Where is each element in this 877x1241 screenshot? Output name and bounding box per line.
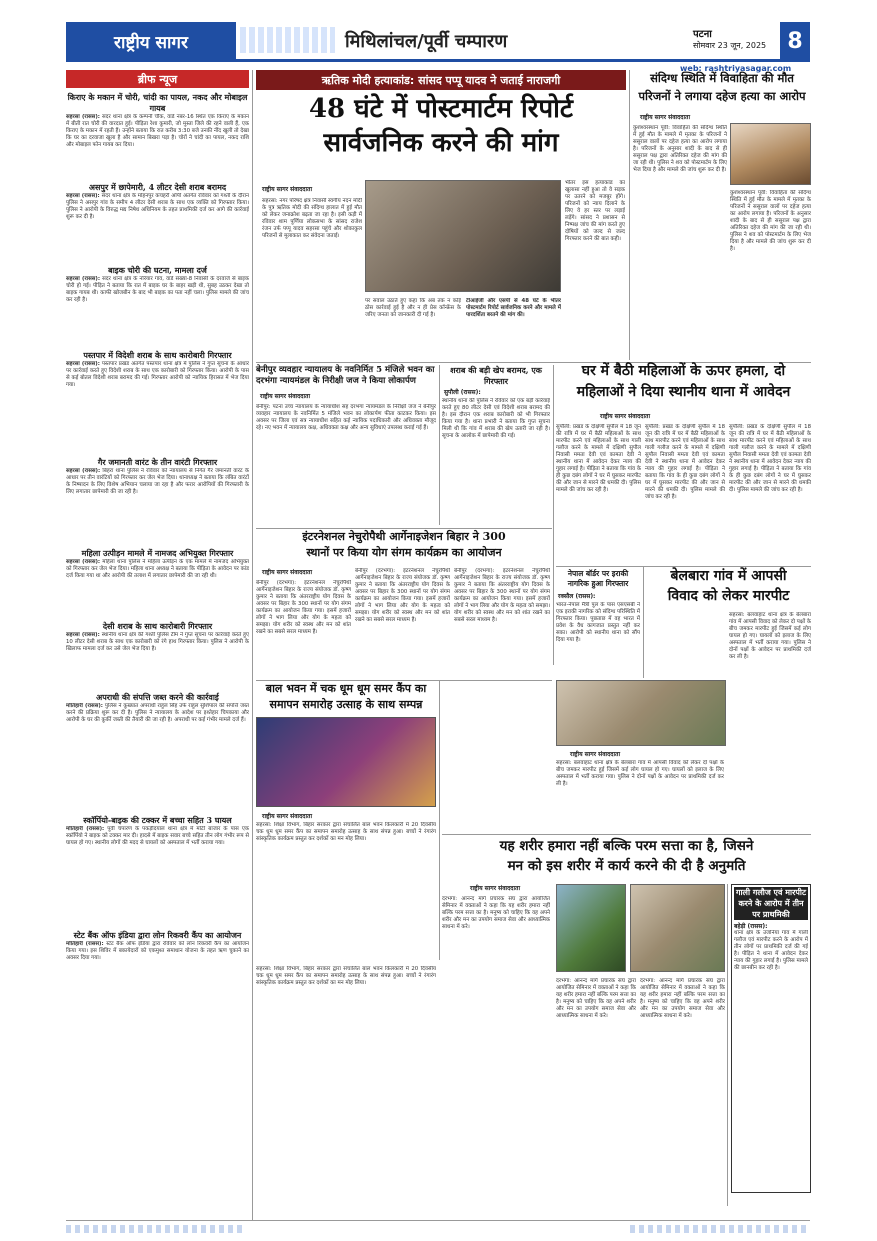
nepal-byline: रक्सौल (रासस):	[558, 593, 596, 600]
balwa-photo	[556, 680, 726, 746]
edition-date: सोमवार 23 जून, 2025	[693, 41, 767, 50]
abuse-headline: गाली गलौज एवं मारपीट करने के आरोप में तीन पर प्राथमिकी	[735, 888, 806, 919]
dowry-headline-line2: परिजनों ने लगाया दहेज हत्या का आरोप	[638, 89, 806, 103]
dowry-headline-line1: संदिग्ध स्थिति में विवाहिता की मौत	[650, 71, 794, 85]
brief-place: सहरसा (रासस):	[66, 559, 101, 565]
footer-decoration	[630, 1225, 810, 1233]
paper-name: राष्ट्रीय सागर	[66, 22, 236, 60]
women-text-continued: सुपौली: प्रखंड के दक्षिणी सुपौल में 18 जून की रात्रि में घर में बैठी महिलाओं के साथ मारपीट करने एवं महिलाओं के साथ गाली गलौज करने के मामले में दक्षिणी सुपौल निवासी ममता देवी एवं कामता देवी ने स्थानीय थाना में आवेदन देकर न्याय की गुहार लगाई है। पीड़िता ने बताया कि गांव के ही कुछ दबंग लोगों ने घर में घुसकर मारपीट की और जान से मारने की धमकी दी। पुलिस मामले की जांच कर रही है।	[729, 424, 811, 493]
spiritual-headline-line2: मन को इस शरीर में कार्य करने की दी है अनुमति	[507, 858, 746, 874]
brief-text: सदर थाना क्षेत्र के कम्पनी चौक, वार्ड नंबर-16 स्थित एक किराए के मकान में बीती रात चोरी की वारदात हुई। पीड़िता रेशा कुमारी, जो मुस्ता जिले की रहने वाली हैं, एक किराए के मकान में रहती हैं। उन्होंने बताया कि रात करीब 3:30 बजे उनकी नींद खुली तो देखा कि घर का दरवाजा खुला है और सामान बिखरा पड़ा है। चोरों ने चांदी का पायल, नकद राशि और मोबाइल फोन गायब कर दिया।	[66, 114, 249, 148]
brief-title: स्कॉर्पियो-बाइक की टक्कर में बच्चा सहित 3 घायल	[83, 815, 232, 825]
dowry-text: कुशेश्वरस्थान पूर्वी: विवाहिता की संदिग्ध स्थिति में हुई मौत के मामले में मृतका के परिजनों ने ससुराल वालों पर दहेज हत्या का आरोप लगाया है। परिजनों के अनुसार शादी के बाद से ही ससुराल पक्ष द्वारा अतिरिक्त दहेज की मांग की जा रही थी। पुलिस ने शव को पोस्टमार्टम के लिए भेज दिया है और मामले की जांच शुरू कर दी है।	[633, 125, 727, 173]
column-rule	[553, 365, 554, 665]
cultural-headline-line1: बाल भवन में चक धूम धूम समर कैंप का	[265, 682, 427, 695]
cultural-text: सहरसा: शिक्षा विभाग, बिहार सरकार द्वारा संचालित बाल भवन किलकारी में 20 दिवसीय चक धूम धूम समर कैंप का समापन समारोह उत्साह के साथ संपन्न हुआ। बच्चों ने रंगारंग सांस्कृतिक कार्यक्रम प्रस्तुत कर दर्शकों का मन मोह लिया।	[256, 822, 436, 842]
divider	[442, 834, 811, 835]
brief-place: सहरसा (रासस):	[66, 276, 100, 282]
court-text: बेनीपुर: पटना उच्च न्यायालय के न्यायाधीश सह दरभंगा न्यायमंडल के निरीक्षी जज ने बेनीपुर व्यवहार न्यायालय के नवनिर्मित 5 मंजिले भवन का लोकार्पण फीता काटकर किया। इस अवसर पर जिला एवं सत्र न्यायाधीश सहित कई न्यायिक पदाधिकारी और अधिवक्ता मौजूद रहे। नए भवन में न्यायालय कक्ष, अधिवक्ता कक्ष और अन्य सुविधाएं उपलब्ध कराई गई हैं।	[256, 404, 436, 431]
dowry-photo	[730, 123, 811, 185]
website: web: rashtriyasagar.com	[680, 64, 792, 73]
abuse-box	[731, 884, 811, 1193]
balwa-headline-line1: बेलबारा गांव में आपसी	[670, 568, 787, 584]
balwa-text-continued: सहरसा: बलवाहाट थाना क्षेत्र के बेलबारा गांव में आपसी विवाद को लेकर दो पक्षों के बीच जमकर मारपीट हुई जिसमें कई लोग घायल हो गए। घायलों को इलाज के लिए अस्पताल में भर्ती कराया गया। पुलिस ने दोनों पक्षों के आवेदन पर प्राथमिकी दर्ज कर ली है।	[729, 612, 811, 660]
lead-photo-caption: टीआईजी और एसपी से 48 घंटे के भीतर पोस्टमार्टम रिपोर्ट सार्वजनिक करने और मामले में पारदर्शिता बरतने की मांग की।	[466, 298, 561, 318]
yoga-headline-line2: स्थानों पर किया योग संगम कार्यक्रम का आयोजन	[306, 546, 502, 559]
lead-headline-line2: सार्वजनिक करने की मांग	[323, 128, 559, 158]
spiritual-text-continued: दरभंगा: आनन्द मार्ग प्रचारक संघ द्वारा आयोजित सेमिनार में वक्ताओं ने कहा कि यह शरीर हमारा नहीं बल्कि परम सत्ता का है। मनुष्य को चाहिए कि वह अपने शरीर और मन का उपयोग समाज सेवा और आध्यात्मिक साधना में करे।	[556, 978, 636, 1019]
brief-item	[66, 548, 249, 617]
edition-city: पटना	[693, 29, 712, 40]
yoga-headline-line1: इंटरनेशनल नेचुरोपैथी आर्गेनाइजेशन बिहार ने 300	[302, 530, 506, 543]
nepal-headline: नेपाल बॉर्डर पर इराकी नागरिक हुआ गिरफ्तार	[567, 569, 629, 588]
cultural-photo	[256, 717, 436, 807]
brief-place: मोतिहारी (रासस):	[66, 826, 105, 832]
cultural-text-continued: सहरसा: शिक्षा विभाग, बिहार सरकार द्वारा संचालित बाल भवन किलकारी में 20 दिवसीय चक धूम धूम समर कैंप का समापन समारोह उत्साह के साथ संपन्न हुआ। बच्चों ने रंगारंग सांस्कृतिक कार्यक्रम प्रस्तुत कर दर्शकों का मन मोह लिया।	[256, 966, 436, 986]
brief-title: स्टेट बैंक ऑफ इंडिया द्वारा लोन रिकवरी कैंप का आयोजन	[73, 930, 242, 940]
lead-byline: राष्ट्रीय सागर संवाददाता	[262, 186, 313, 193]
brief-place: मोतिहारी (रासस):	[66, 941, 104, 947]
divider	[556, 566, 811, 567]
column-rule	[629, 70, 630, 360]
liquor-byline: सुपौली (रासस):	[444, 389, 481, 396]
brief-text: पस्तपार प्रखंड अंतर्गत पस्तपार थाना क्षेत्र में पुलिस ने गुप्त सूचना के आधार पर कार्रवाई करते हुए विदेशी शराब के साथ एक कारोबारी को गिरफ्तार किया। आरोपी के पास से कई बोतल विदेशी शराब बरामद की गई। गिरफ्तार आरोपी को न्यायिक हिरासत में भेज दिया गया।	[66, 361, 249, 388]
brief-column	[66, 92, 249, 1222]
page-number: 8	[780, 22, 810, 60]
footer-rule	[66, 1220, 810, 1221]
liquor-headline: शराब की बड़ी खेप बरामद, एक गिरफ्तार	[450, 365, 542, 386]
column-rule	[643, 566, 644, 678]
column-rule	[439, 365, 440, 525]
women-text: सुपौली: प्रखंड के दक्षिणी सुपौल में 18 जून की रात्रि में घर में बैठी महिलाओं के साथ मारपीट करने एवं महिलाओं के साथ गाली गलौज करने के मामले में दक्षिणी सुपौल निवासी ममता देवी एवं कामता देवी ने स्थानीय थाना में आवेदन देकर न्याय की गुहार लगाई है। पीड़िता ने बताया कि गांव के ही कुछ दबंग लोगों ने घर में घुसकर मारपीट की और जान से मारने की धमकी दी। पुलिस मामले की जांच कर रही है।	[556, 424, 641, 493]
brief-item	[66, 182, 249, 261]
brief-title: गैर जमानती वारंट के तीन वारंटी गिरफ्तार	[97, 457, 218, 467]
brief-item	[66, 265, 249, 346]
divider	[256, 528, 552, 529]
balwa-text: सहरसा: बलवाहाट थाना क्षेत्र के बेलबारा गांव में आपसी विवाद को लेकर दो पक्षों के बीच जमकर मारपीट हुई जिसमें कई लोग घायल हो गए। घायलों को इलाज के लिए अस्पताल में भर्ती कराया गया। पुलिस ने दोनों पक्षों के आवेदन पर प्राथमिकी दर्ज कर ली है।	[556, 760, 724, 787]
yoga-byline: राष्ट्रीय सागर संवाददाता	[262, 569, 313, 576]
brief-title: महिला उत्पीड़न मामले में नामजद अभियुक्त गिरफ्तार	[81, 548, 234, 558]
lead-headline-line1: 48 घंटे में पोस्टमार्टम रिपोर्ट	[308, 94, 574, 124]
brief-place: मोतिहारी (रासस):	[66, 703, 103, 709]
brief-place: सहरसा (रासस):	[66, 193, 100, 199]
brief-text: पुलिस ने कुख्यात अपराधी राहुल सिंह उर्फ राहुल सुशिपाल की संपत्ति जब्त करने की प्रक्रिया शुरू कर दी है। पुलिस ने न्यायालय के आदेश पर इश्तेहार चिपकाया और आरोपी के घर की कुर्की जब्ती की तैयारी की जा रही है। अपराधी पर कई गंभीर मामले दर्ज हैं।	[66, 703, 249, 723]
brief-text: महिला थाना पुलिस ने महिला उत्पीड़न के एक मामले में नामजद अभियुक्त को गिरफ्तार कर जेल भेज दिया। महिला थाना अध्यक्ष ने बताया कि पीड़िता के आवेदन पर कांड दर्ज किया गया था और आरोपी की तलाश में लगातार छापेमारी की जा रही थी।	[66, 559, 249, 579]
brief-news-header: ब्रीफ न्यूज	[66, 70, 249, 88]
yoga-text-continued: बेनीपुर (दरभंगा): इंटरनेशनल नेचुरोपैथी आर्गेनाइजेशन बिहार के राज्य संयोजक डॉ. कृष्ण कुमार ने बताया कि अंतरराष्ट्रीय योग दिवस के अवसर पर बिहार के 300 स्थानों पर योग संगम कार्यक्रम का आयोजन किया गया। इसमें हजारों लोगों ने भाग लिया और योग के महत्व को समझा। योग शरीर को स्वस्थ और मन को शांत रखने का सबसे सरल माध्यम है।	[355, 568, 450, 623]
brief-text: बिहरा थाना पुलिस ने रविवार को न्यायालय से निर्गत गैर जमानती वारंट के आधार पर तीन वारंटियों को गिरफ्तार कर जेल भेज दिया। थानाध्यक्ष ने बताया कि लंबित वारंटों के निष्पादन के लिए विशेष अभियान चलाया जा रहा है और फरार आरोपियों की गिरफ्तारी के लिए लगातार छापेमारी की जा रही है।	[66, 468, 249, 495]
brief-title: किराए के मकान में चोरी, चांदी का पायल, नकद और मोबाइल गायब	[67, 92, 248, 113]
brief-title: असपुर में छापेमारी, 4 लीटर देसी शराब बरामद	[88, 182, 227, 192]
brief-place: सहरसा (रासस):	[66, 114, 100, 120]
section-title: मिथिलांचल/पूर्वी चम्पारण	[345, 31, 508, 52]
lead-kicker: ऋतिक मोदी हत्याकांड: सांसद पप्पू यादव ने जताई नाराजगी	[256, 70, 626, 90]
spiritual-photo-left	[556, 884, 626, 972]
column-rule	[252, 70, 253, 1220]
balwa-byline: राष्ट्रीय सागर संवाददाता	[570, 751, 621, 758]
brief-text: सदर थाना क्षेत्र के नरियार गांव, वार्ड संख्या-8 निवासी के दरवाजे से बाइक चोरी हो गई। पीड़ित ने बताया कि रात में बाइक घर के बाहर खड़ी थी, सुबह उठकर देखा तो बाइक गायब थी। काफी खोजबीन के बाद भी बाइक का पता नहीं चला। पुलिस मामले की जांच कर रही है।	[66, 276, 249, 303]
women-byline: राष्ट्रीय सागर संवाददाता	[600, 413, 651, 420]
yoga-text-continued: बेनीपुर (दरभंगा): इंटरनेशनल नेचुरोपैथी आर्गेनाइजेशन बिहार के राज्य संयोजक डॉ. कृष्ण कुमार ने बताया कि अंतरराष्ट्रीय योग दिवस के अवसर पर बिहार के 300 स्थानों पर योग संगम कार्यक्रम का आयोजन किया गया। इसमें हजारों लोगों ने भाग लिया और योग के महत्व को समझा। योग शरीर को स्वस्थ और मन को शांत रखने का सबसे सरल माध्यम है।	[454, 568, 550, 623]
abuse-text: थाना क्षेत्र के उजनिया गांव में गाली गलौज एवं मारपीट करने के आरोप में तीन लोगों पर प्राथमिकी दर्ज की गई है। पीड़ित ने थाना में आवेदन देकर न्याय की गुहार लगाई है। पुलिस मामले की छानबीन कर रही है।	[734, 930, 808, 971]
brief-item	[66, 930, 249, 1001]
liquor-text: स्थानीय थाना की पुलिस ने रविवार को एक बड़ी कार्रवाई करते हुए 80 लीटर देसी एवं विदेशी शराब बरामद की है। इस दौरान एक शराब कारोबारी को भी गिरफ्तार किया गया है। थाना प्रभारी ने बताया कि गुप्त सूचना मिली थी कि गांव में शराब की खेप उतारी जा रही है। सूचना के आलोक में छापेमारी की गई।	[442, 398, 550, 439]
abuse-byline: बहेड़ी (रासस):	[734, 923, 768, 930]
balwa-headline-line2: विवाद को लेकर मारपीट	[667, 588, 790, 604]
brief-title: अपराधी की संपत्ति जब्त करने की कार्रवाई	[96, 692, 219, 702]
spiritual-text-continued: दरभंगा: आनन्द मार्ग प्रचारक संघ द्वारा आयोजित सेमिनार में वक्ताओं ने कहा कि यह शरीर हमारा नहीं बल्कि परम सत्ता का है। मनुष्य को चाहिए कि वह अपने शरीर और मन का उपयोग समाज सेवा और आध्यात्मिक साधना में करे।	[640, 978, 725, 1019]
column-rule	[439, 680, 440, 960]
spiritual-photo-right	[630, 884, 725, 972]
cultural-headline-line2: समापन समारोह उत्साह के साथ सम्पन्न	[269, 698, 423, 711]
dowry-byline: राष्ट्रीय सागर संवाददाता	[640, 114, 691, 121]
women-text-continued: सुपौली: प्रखंड के दक्षिणी सुपौल में 18 जून की रात्रि में घर में बैठी महिलाओं के साथ मारपीट करने एवं महिलाओं के साथ गाली गलौज करने के मामले में दक्षिणी सुपौल निवासी ममता देवी एवं कामता देवी ने स्थानीय थाना में आवेदन देकर न्याय की गुहार लगाई है। पीड़िता ने बताया कि गांव के ही कुछ दबंग लोगों ने घर में घुसकर मारपीट की और जान से मारने की धमकी दी। पुलिस मामले की जांच कर रही है।	[645, 424, 725, 500]
brief-place: सहरसा (रासस):	[66, 632, 100, 638]
nepal-text: भारत-नेपाल मैत्री पुल के पास एसएसबी ने एक इराकी नागरिक को संदिग्ध परिस्थिति में गिरफ्तार किया। पूछताछ में वह भारत में प्रवेश के वैध कागजात प्रस्तुत नहीं कर सका। आरोपी को स्थानीय थाना को सौंप दिया गया है।	[556, 602, 640, 643]
brief-item	[66, 815, 249, 926]
spiritual-headline-line1: यह शरीर हमारा नहीं बल्कि परम सत्ता का है, जिसने	[499, 838, 754, 854]
brief-item	[66, 350, 249, 453]
brief-text: स्टेट बैंक ऑफ इंडिया द्वारा रविवार को लोन रिकवरी कैंप का आयोजन किया गया। इस शिविर में बकायेदारों को एकमुश्त समाधान योजना के तहत ऋण चुकाने का अवसर दिया गया।	[66, 941, 249, 961]
brief-text: पूर्वी चंपारण के पकड़ीदयाल थाना क्षेत्र में मोटी बाजार के पास एक स्कॉर्पियो ने बाइक को टक्कर मार दी। हादसे में बाइक सवार बच्चे सहित तीन लोग गंभीर रूप से घायल हो गए। स्थानीय लोगों की मदद से घायलों को अस्पताल में भर्ती कराया गया।	[66, 826, 249, 846]
brief-item	[66, 457, 249, 544]
divider	[256, 680, 552, 681]
lead-text-continued: पर सवाल उठाते हुए कहा कि अब तक न कोई ठोस कार्रवाई हुई है और न ही प्रेस कॉन्फ्रेंस के जरिए जनता को जानकारी दी गई है।	[365, 298, 461, 318]
women-headline-line1: घर में बैठी महिलाओं के ऊपर हमला, दो	[581, 363, 786, 379]
brief-title: देसी शराब के साथ कारोबारी गिरफ्तार	[102, 621, 213, 631]
dowry-text-continued: कुशेश्वरस्थान पूर्वी: विवाहिता की संदिग्ध स्थिति में हुई मौत के मामले में मृतका के परिजनों ने ससुराल वालों पर दहेज हत्या का आरोप लगाया है। परिजनों के अनुसार शादी के बाद से ही ससुराल पक्ष द्वारा अतिरिक्त दहेज की मांग की जा रही थी। पुलिस ने शव को पोस्टमार्टम के लिए भेज दिया है और मामले की जांच शुरू कर दी है।	[730, 190, 811, 252]
lead-photo	[365, 180, 561, 292]
yoga-text: बेनीपुर (दरभंगा): इंटरनेशनल नेचुरोपैथी आर्गेनाइजेशन बिहार के राज्य संयोजक डॉ. कृष्ण कुमार ने बताया कि अंतरराष्ट्रीय योग दिवस के अवसर पर बिहार के 300 स्थानों पर योग संगम कार्यक्रम का आयोजन किया गया। इसमें हजारों लोगों ने भाग लिया और योग के महत्व को समझा। योग शरीर को स्वस्थ और मन को शांत रखने का सबसे सरल माध्यम है।	[256, 580, 351, 635]
spiritual-byline: राष्ट्रीय सागर संवाददाता	[470, 885, 521, 892]
brief-item	[66, 92, 249, 178]
lead-text: सहरसा: नगर परिषद क्षेत्र निवासी स्वर्गीय नंदन मोदी के पुत्र ऋतिक मोदी की संदिग्ध हालात में हुई मौत को लेकर जनाक्रोश बढ़ता जा रहा है। इसी कड़ी में रविवार शाम पूर्णिया लोकसभा के सांसद राजेश रंजन उर्फ पप्पू यादव सहरसा पहुंचे और शोकाकुल परिजनों से मुलाकात कर संवेदना जताई।	[262, 198, 362, 239]
masthead-decoration	[240, 27, 335, 53]
column-rule	[727, 884, 728, 1206]
brief-title: पस्तपार में विदेशी शराब के साथ कारोबारी गिरफ्तार	[83, 350, 232, 360]
spiritual-text: दरभंगा: आनन्द मार्ग प्रचारक संघ द्वारा आयोजित सेमिनार में वक्ताओं ने कहा कि यह शरीर हमारा नहीं बल्कि परम सत्ता का है। मनुष्य को चाहिए कि वह अपने शरीर और मन का उपयोग समाज सेवा और आध्यात्मिक साधना में करे।	[442, 896, 550, 930]
court-headline: बेनीपुर व्यवहार न्यायालय के नवनिर्मित 5 मंजिले भवन का दरभंगा न्यायमंडल के निरीक्षी जज ने किया लोकार्पण	[256, 365, 435, 386]
court-byline: राष्ट्रीय सागर संवाददाता	[260, 393, 311, 400]
footer-decoration	[66, 1225, 246, 1233]
brief-text: सदर थाना क्षेत्र के मोहनपुर कचहरी ओपी अंतर्गत रविवार को गश्ती के दौरान पुलिस ने असपुर गांव के समीप 4 लीटर देसी शराब के साथ एक व्यक्ति को गिरफ्तार किया। पुलिस ने आरोपी के विरुद्ध मद्य निषेध अधिनियम के तहत प्राथमिकी दर्ज कर आगे की कार्रवाई शुरू कर दी है।	[66, 193, 249, 220]
brief-title: बाइक चोरी की घटना, मामला दर्ज	[108, 265, 207, 275]
brief-place: सहरसा (रासस):	[66, 361, 100, 367]
women-headline-line2: महिलाओं ने दिया स्थानीय थाना में आवेदन	[576, 384, 791, 400]
brief-place: सहरसा (रासस):	[66, 468, 101, 474]
brief-item	[66, 692, 249, 811]
lead-text-right: भीतर इस हत्याकांड का खुलासा नहीं हुआ तो वे सड़क पर उतरने को मजबूर होंगे। परिजनों को न्याय दिलाने के लिए वे हर स्तर पर लड़ाई लड़ेंगे। सांसद ने प्रशासन से निष्पक्ष जांच की मांग करते हुए दोषियों को जल्द से जल्द गिरफ्तार करने की बात कही।	[565, 180, 625, 242]
cultural-byline: राष्ट्रीय सागर संवाददाता	[262, 813, 313, 820]
brief-item	[66, 621, 249, 688]
brief-text: स्थानीय थाना क्षेत्र की गश्ती पुलिस टीम ने गुप्त सूचना पर कार्रवाई करते हुए 10 लीटर देसी शराब के साथ एक कारोबारी को रंगे हाथ गिरफ्तार किया। पुलिस ने आरोपी के खिलाफ मामला दर्ज कर उसे जेल भेज दिया है।	[66, 632, 249, 652]
